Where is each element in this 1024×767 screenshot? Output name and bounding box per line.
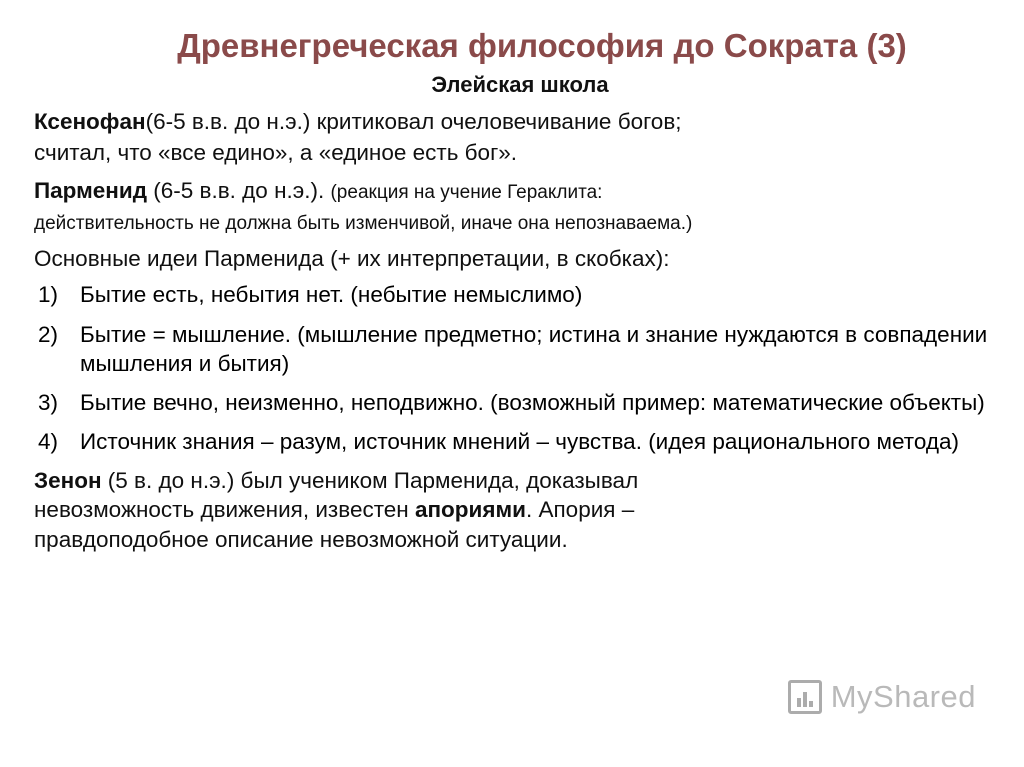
paragraph-zeno (34, 467, 990, 496)
term-xenophanes: Ксенофан (34, 109, 146, 135)
zeno-text-1: (5 в. до н.э.) был учеником Парменида, доказывал (101, 467, 639, 493)
term-aporias: апориями (414, 497, 526, 523)
paragraph-parmenides (34, 177, 990, 206)
paragraph-zeno-block (34, 467, 990, 555)
list-item-number: 4) (38, 429, 59, 455)
list-item-label: Бытие = мышление. (мышление предметно; истина и знание нуждаются в совпадении мышления и бытия) (80, 321, 988, 376)
list-item (34, 280, 990, 309)
list-item-number: 3) (38, 390, 59, 416)
paragraph-parmenides-note-2 (34, 208, 990, 237)
paragraph-xenophanes-line2: считал, что «все едино», а «единое есть бог». (34, 140, 518, 166)
ideas-list (34, 280, 990, 456)
paragraph-main-ideas-header: Основные идеи Парменида (+ их интерпретации, в скобках): (34, 246, 670, 272)
list-item-label: Бытие есть, небытия нет. (небытие немыслимо) (80, 282, 583, 308)
xenophanes-text: (6-5 в.в. до н.э.) критиковал очеловечивание богов; (145, 109, 682, 135)
parmenides-dates: (6-5 в.в. до н.э.). (147, 177, 331, 203)
list-item-number: 2) (38, 321, 59, 347)
parmenides-note-2: действительность не должна быть изменчивой, иначе она непознаваема.) (34, 212, 693, 234)
zeno-text-2c: . Апория – (525, 497, 635, 523)
watermark-label: MyShared (830, 679, 976, 714)
slide-content (34, 28, 990, 556)
list-item-label: Источник знания – разум, источник мнений – чувства. (идея рационального метода) (80, 429, 959, 455)
list-item (34, 320, 990, 379)
paragraph-zeno-line3: правдоподобное описание невозможной ситуации. (34, 527, 568, 553)
slide-subtitle: Элейская школа (431, 72, 609, 98)
bar-chart-icon (788, 680, 822, 714)
slide-title: Древнегреческая философия до Сократа (3) (177, 27, 907, 64)
list-item-number: 1) (38, 282, 59, 308)
watermark (788, 679, 976, 715)
parmenides-note-1: (реакция на учение Гераклита: (330, 181, 603, 203)
list-item (34, 427, 990, 456)
term-zeno: Зенон (34, 467, 102, 493)
zeno-text-2a: невозможность движения, известен (34, 497, 415, 523)
term-parmenides: Парменид (34, 177, 147, 203)
list-item-label: Бытие вечно, неизменно, неподвижно. (возможный пример: математические объекты) (80, 390, 985, 416)
list-item (34, 388, 990, 417)
paragraph-xenophanes (34, 108, 990, 137)
paragraph-zeno-line2 (34, 496, 990, 525)
